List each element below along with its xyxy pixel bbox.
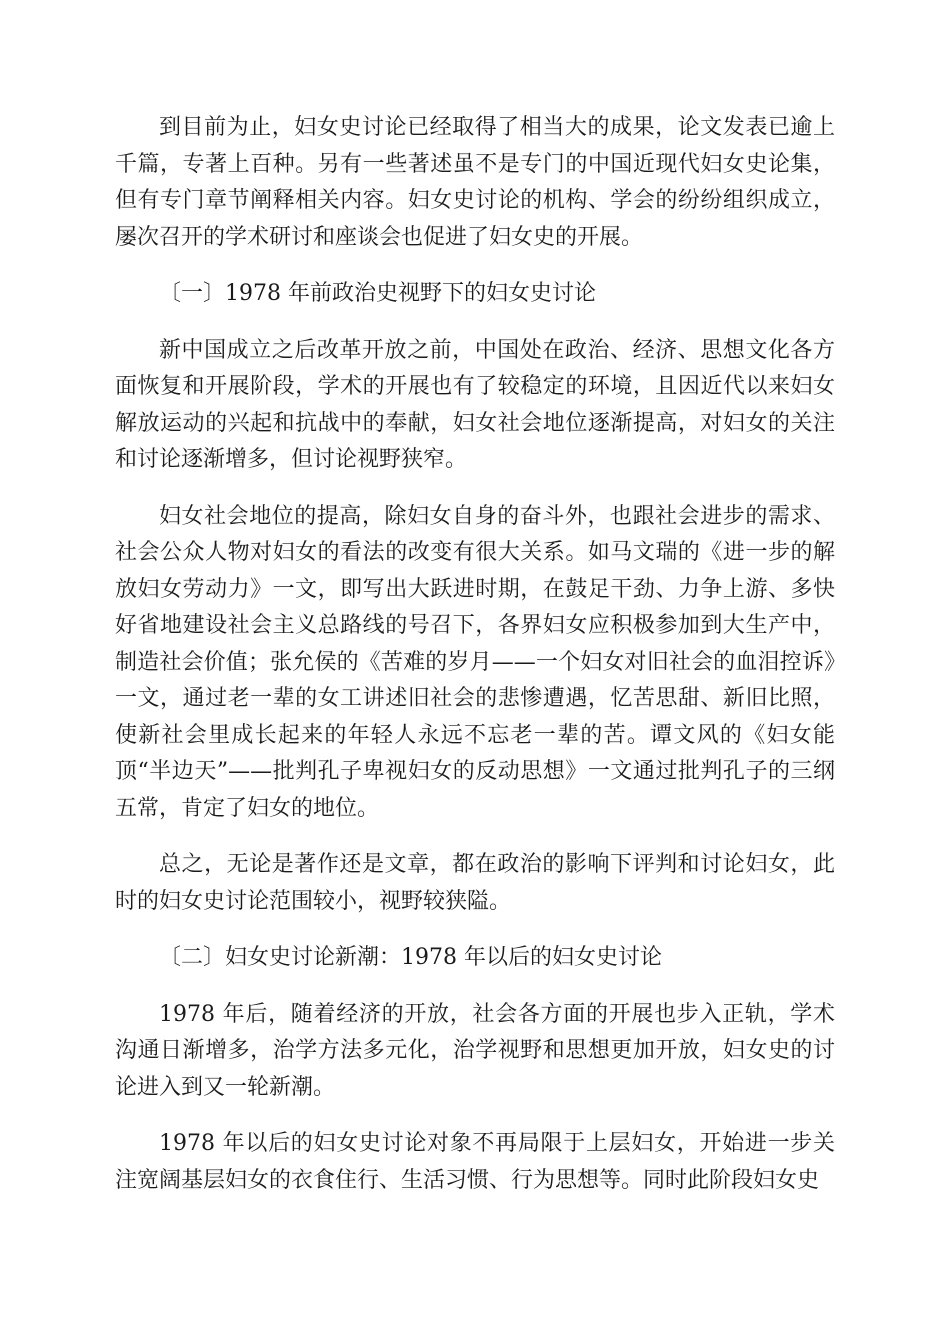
paragraph-post-1978-objects: 1978 年以后的妇女史讨论对象不再局限于上层妇女，开始进一步关注宽阔基层妇女的衣食住行、生活习惯、行为思想等。同时此阶段妇女史 [115, 1131, 835, 1193]
section-heading-1: 〔一〕1978 年前政治史视野下的妇女史讨论 [159, 281, 596, 306]
paragraph-social-status: 妇女社会地位的提高，除妇女自身的奋斗外，也跟社会进步的需求、社会公众人物对妇女的看法的改变有很大关系。如马文瑞的《进一步的解放妇女劳动力》一文，即写出大跃进时期，在鼓足干劲、力争上游、多快好省地建设社会主义总路线的号召下，各界妇女应积极参加到大生产中，制造社会价值；张允侯的《苦难的岁月——一个妇女对旧社会的血泪控诉》一文，通过老一辈的女工讲述旧社会的悲惨遭遇，忆苦思甜、新旧比照，使新社会里成长起来的年轻人永远不忘老一辈的苦。谭文风的《妇女能顶“半边天”——批判孔子卑视妇女的反动思想》一文通过批判孔子的三纲五常，肯定了妇女的地位。 [115, 503, 835, 821]
paragraph-summary: 总之，无论是著作还是文章，都在政治的影响下评判和讨论妇女，此时的妇女史讨论范围较小，视野较狭隘。 [115, 852, 835, 914]
section-heading-2: 〔二〕妇女史讨论新潮：1978 年以后的妇女史讨论 [159, 945, 662, 970]
paragraph-post-1978: 1978 年后，随着经济的开放，社会各方面的开展也步入正轨，学术沟通日渐增多，治学方法多元化，治学视野和思想更加开放，妇女史的讨论进入到又一轮新潮。 [115, 1001, 835, 1100]
paragraph-intro: 到目前为止，妇女史讨论已经取得了相当大的成果，论文发表已逾上千篇，专著上百种。另有一些著述虽不是专门的中国近现代妇女史论集，但有专门章节阐释相关内容。妇女史讨论的机构、学会的纷纷组织成立，屡次召开的学术研讨和座谈会也促进了妇女史的开展。 [115, 115, 835, 250]
paragraph-pre-1978-context: 新中国成立之后改革开放之前，中国处在政治、经济、思想文化各方面恢复和开展阶段，学术的开展也有了较稳定的环境，且因近代以来妇女解放运动的兴起和抗战中的奉献，妇女社会地位逐渐提高，对妇女的关注和讨论逐渐增多，但讨论视野狭窄。 [115, 337, 835, 472]
document-body [115, 110, 835, 1219]
